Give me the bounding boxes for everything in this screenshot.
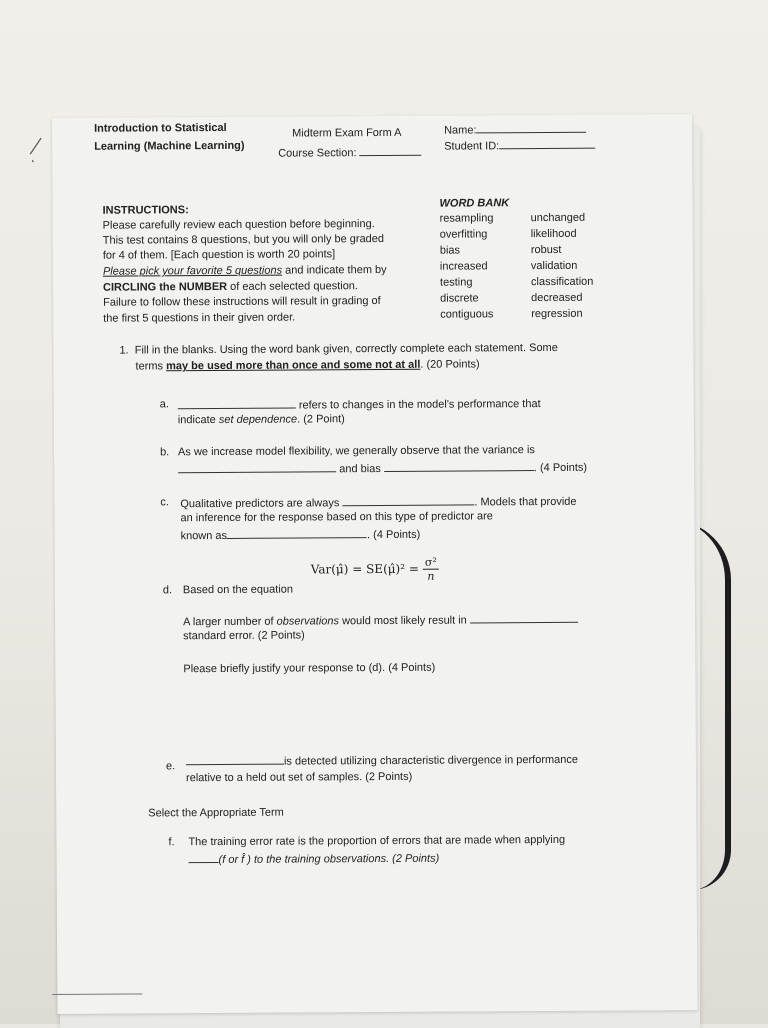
instructions-line: the first 5 questions in their given order. (103, 311, 296, 325)
word-bank-item: robust (530, 243, 562, 257)
question-1-text: 1. Fill in the blanks. Using the word bank given, correctly complete each statement. Some (119, 341, 558, 357)
item-f-letter: f. (168, 836, 175, 849)
answer-blank[interactable] (178, 460, 336, 473)
item-d-text: standard error. (2 Points) (183, 629, 305, 643)
word-bank-item: likelihood (530, 227, 577, 241)
answer-blank[interactable] (188, 851, 218, 863)
course-title-line1: Introduction to Statistical (94, 121, 227, 135)
word-bank-item: validation (530, 259, 578, 273)
answer-blank[interactable] (470, 611, 578, 624)
word-bank-item: regression (531, 307, 583, 321)
exam-sheet (52, 114, 697, 1014)
item-b-text: As we increase model flexibility, we generally observe that the variance is (178, 444, 535, 459)
item-c-text: Qualitative predictors are always . Models that provide (180, 493, 576, 512)
item-a-text: refers to changes in the model's performance that (178, 395, 541, 414)
word-bank-title: WORD BANK (439, 197, 510, 210)
item-d-text: A larger number of observations would most likely result in (183, 611, 578, 630)
word-bank-item: decreased (531, 291, 583, 305)
instructions-line: Failure to follow these instructions will result in grading of (103, 294, 381, 309)
item-b-letter: b. (160, 446, 170, 459)
item-b-text: and bias . (4 Points) (178, 459, 587, 478)
name-label: Name: (444, 121, 587, 139)
answer-blank[interactable] (227, 526, 367, 539)
word-bank-item: classification (530, 275, 594, 289)
instructions-line: CIRCLING the NUMBER of each selected question. (103, 280, 359, 294)
word-bank-item: contiguous (440, 308, 494, 321)
instructions-heading: INSTRUCTIONS: (102, 204, 189, 217)
word-bank-item: resampling (439, 212, 494, 225)
instructions-line: for 4 of them. [Each question is worth 20 points] (102, 248, 336, 262)
answer-blank[interactable] (178, 397, 296, 410)
word-bank-item: testing (439, 276, 473, 289)
course-section-label: Course Section: (278, 144, 421, 162)
question-1-text: terms may be used more than once and some not at all. (20 Points) (135, 358, 480, 373)
item-a-text: indicate set dependence. (2 Point) (177, 413, 345, 427)
word-bank-item: unchanged (530, 211, 586, 225)
exam-form: Midterm Exam Form A (292, 126, 402, 140)
item-c-text: an inference for the response based on this type of predictor are (180, 510, 493, 525)
item-f-text: The training error rate is the proportion of errors that are made when applying (188, 833, 566, 849)
pen-mark (27, 136, 43, 166)
student-id-label: Student ID: (444, 137, 595, 155)
item-d-text: Based on the equation (182, 583, 294, 597)
course-title-line2: Learning (Machine Learning) (94, 139, 245, 153)
word-bank-item: discrete (440, 292, 479, 305)
answer-blank[interactable] (384, 459, 534, 472)
page-divider (52, 993, 142, 995)
item-d-justify: Please briefly justify your response to (d). (4 Points) (183, 661, 436, 676)
word-bank-item: bias (439, 244, 461, 257)
word-bank-item: increased (439, 260, 488, 273)
instructions-line: Please carefully review each question before beginning. (102, 218, 375, 232)
instructions-line: Please pick your favorite 5 questions and indicate them by (102, 263, 387, 278)
variance-equation: Var(μ̂) = SE(μ̂)² = $\frac{\text{σ²}}{n}$ (311, 556, 439, 584)
item-e-text: relative to a held out set of samples. (2 Points) (185, 770, 413, 785)
item-e-letter: e. (165, 760, 176, 773)
item-a-letter: a. (159, 398, 169, 411)
item-d-letter: d. (162, 584, 173, 597)
instructions-line: This test contains 8 questions, but you will only be graded (102, 232, 385, 247)
item-c-text: known as . (4 Points) (181, 526, 421, 544)
section-heading: Select the Appropriate Term (148, 806, 284, 820)
answer-blank[interactable] (186, 753, 284, 766)
answer-blank[interactable] (342, 493, 474, 506)
item-c-letter: c. (160, 496, 169, 509)
item-e-text: is detected utilizing characteristic divergence in performance (186, 751, 578, 770)
item-f-text: (f or f̂ ) to the training observations. (2 Points) (188, 850, 439, 869)
word-bank-item: overfitting (439, 228, 488, 241)
